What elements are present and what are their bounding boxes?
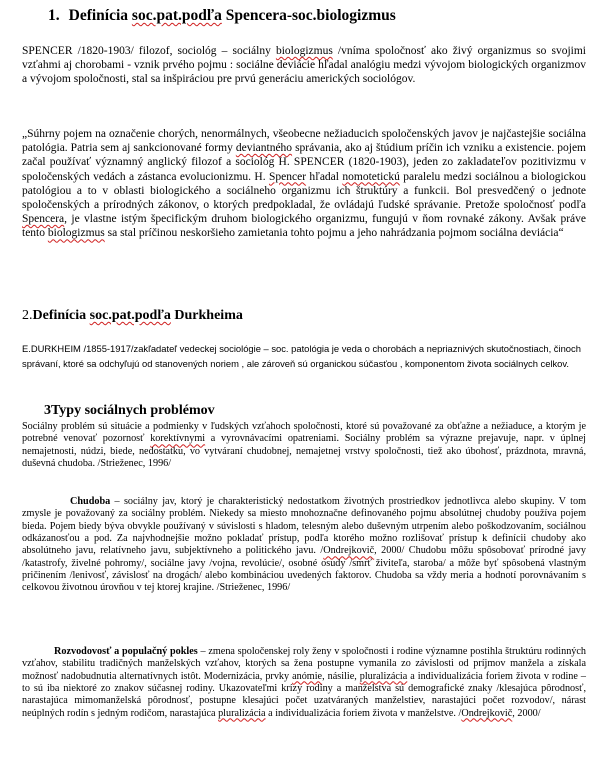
paragraph-rozvodovost bbox=[22, 646, 586, 720]
paragraph-typy bbox=[22, 421, 586, 470]
spellcheck-word: nomotetickú bbox=[342, 170, 400, 183]
text-run: – zmena spoločenskej roly ženy v spoločnosti i rodine významne postihla štruktúru rodinných vzťahov, stabilitu tradičných manželských vzťahov, ktorých sa žena postupne vymanila zo závislosti od príjmov manžela a získala možnosť nadobudnutia alternatívnych istôt. Modernizácia, prvky bbox=[22, 646, 586, 682]
paragraph-spencer bbox=[22, 44, 586, 87]
spellcheck-word: Spencer bbox=[268, 170, 307, 183]
spellcheck-word: soc.pat.podľa bbox=[89, 308, 171, 323]
paragraph-quote bbox=[22, 127, 586, 241]
text-run: – sociálny jav, ktorý je charakteristický nedostatkom životných prostriedkov jednotlivca alebo skupiny. V tom zmysle je považovaný za sociálny problém. Niekedy sa miesto mnohoznačne definovaného pojmu absolútnej chudoby používa pojem bieda. Pojem biedy býva obvykle používaný v súvislosti s hladom, telesným alebo duševným utrpením alebo poškodzovaním, sociálnou odkázanosťou a pod. Za najvhodnejšie možno pokladať prístup, podľa ktorého možno rozlišovať prístup k definícii chudoby ako absolútneho javu, relatívneho javu, subjektívneho a politického javu. / bbox=[22, 496, 586, 557]
text-run: , 2000/ Chudobu môžu spôsobovať prírodné javy /katastrofy, živelné pohromy/, sociálne javy /vojna, revolúcie/, osobné osudy /smrť živiteľa, staroba/ a môže byť spôsobená vlastným pričinením /lenivosť, závislosť na drogách/ alebo kombináciou uvedených faktorov. Chudoba sa vždy meria a hodnotí porovnávaním s celkovou životnou úrovňou v tej ktorej krajine. /Strieženec, 1996/ bbox=[22, 545, 586, 594]
term-label: Chudoba bbox=[70, 496, 111, 507]
term-label: Rozvodovosť a populačný pokles bbox=[54, 646, 198, 657]
text-run: /vníma spoločnosť ako živý organizmus so svojimi vzťahmi aj chorobami - vznik prvého pojmu : sociálne deviácie hľadal analógiu medzi vývojom biologických organizmov a vývojom spoločnosti, stal sa inšpiráciou pre prvú generáciu amerických sociológov. bbox=[22, 45, 587, 86]
heading-text: Definícia bbox=[32, 308, 90, 323]
spellcheck-word: korektívnymi bbox=[150, 433, 206, 445]
spellcheck-word: pluralizácia bbox=[218, 707, 266, 719]
paragraph-chudoba bbox=[22, 496, 586, 595]
paragraph-durkheim: E.DURKHEIM /1855-1917/zakľadateľ vedeckej sociológie – soc. patológia je veda o chorobách a nepriaznivých skutočnostiach, činoch správaní, ktoré sa odchyľujú od stanovených noriem , ale zároveň sú organickou súčasťou , komponentom života sociálnych celkov. bbox=[22, 343, 581, 370]
text-run: a individualizácia foriem života v manželstve. / bbox=[265, 707, 462, 719]
section-heading-durkheim bbox=[22, 307, 243, 325]
text-run: „Súhrny pojem na označenie chorých, nenormálnych, všeobecne nežiaducich spoločenských javov je najčastejšie sociálna patológia. Patria sem aj sankcionované formy bbox=[22, 128, 586, 155]
heading-text: Durkheima bbox=[170, 308, 243, 323]
spellcheck-word: Spencera bbox=[22, 213, 65, 226]
heading-text: Definícia bbox=[68, 7, 132, 24]
spellcheck-word: pluralizácia bbox=[359, 670, 408, 682]
spellcheck-word: biologizmus bbox=[47, 227, 105, 240]
heading-number: 1. bbox=[48, 7, 60, 24]
section-heading-spencer bbox=[48, 6, 396, 26]
spellcheck-word: deviantného bbox=[235, 142, 293, 155]
text-run: paralelu medzi sociálnou a biologickou patológiou a to v oblasti biologického a sociálneho organizmu ich štruktúry a funkcii. Bol presvedčený o jednote spoločenských a prírodných zákonov, o ktorých predpokladal, že ovládajú ľudské správanie. Pretože spoločnosť podľa bbox=[22, 170, 587, 212]
spellcheck-word: soc.pat.podľa bbox=[131, 7, 222, 24]
section-heading-typy: 3Typy sociálnych problémov bbox=[44, 403, 215, 418]
spellcheck-word: anómie bbox=[292, 670, 323, 682]
text-run: , je vlastne istým špecifickým druhom biologického organizmu, fungujú v ňom rovnaké zákony. Avšak práve tento bbox=[22, 213, 586, 240]
spellcheck-word: Ondrejkovič bbox=[323, 545, 375, 557]
text-run: , 2000/ bbox=[512, 707, 541, 719]
text-run: SPENCER /1820-1903/ filozof, sociológ – sociálny bbox=[22, 45, 276, 57]
spellcheck-word: biologizmus bbox=[275, 45, 333, 57]
text-run: Sociálny problém sú situácie a podmienky v ľudských vzťahoch spoločnosti, ktoré sú považované za obťažne a nežiaduce, a ktorým je potrebné venovať pozornosť bbox=[22, 421, 586, 445]
text-run: a individualizácia foriem života v rodine – to sú iba niektoré zo znakov súčasnej rodiny. Ukazovateľmi krízy rodiny a manželstva sú demografické znaky /klesajúca pôrodnosť, narastajúca mimomanželská pôrodnosť, postupne klesajúci počet uzatváraných manželstiev, narastajúci počet rozvodov/, nárast neúplných rodín s jedným rodičom, narastajúca bbox=[22, 670, 586, 719]
heading-text: Spencera-soc.biologizmus bbox=[221, 7, 396, 24]
heading-number: 2. bbox=[22, 308, 33, 323]
text-run: , násilie, bbox=[322, 670, 360, 682]
spellcheck-word: Ondrejkovič bbox=[461, 707, 513, 719]
text-run: správania, ako aj štúdium príčin ich vzniku a existencie. pojem začal používať významný anglický filozof a sociológ H. SPENCER (1820-1903), jeden zo zakladateľov pozitivizmu v spoločenských vedách a zástanca evolucionizmu. H. bbox=[22, 142, 586, 183]
text-run: a vyrovnávacími opatreniami. Sociálny problém sa výrazne prejavuje, napr. v úplnej nemajetnosti, núdzi, biede, nedostatku, vo vytváraní chudobnej, nemajetnej vrstvy spoločnosti, tiež ako úbohosť, prázdnota, mravná, duševná chudoba. /Strieženec, 1996/ bbox=[22, 433, 586, 470]
text-run: hľadal bbox=[306, 170, 343, 183]
text-run: sa stal príčinou neskoršieho zamietania tohto pojmu a jeho nahrádzania pojmom sociálna deviácia“ bbox=[104, 227, 564, 240]
